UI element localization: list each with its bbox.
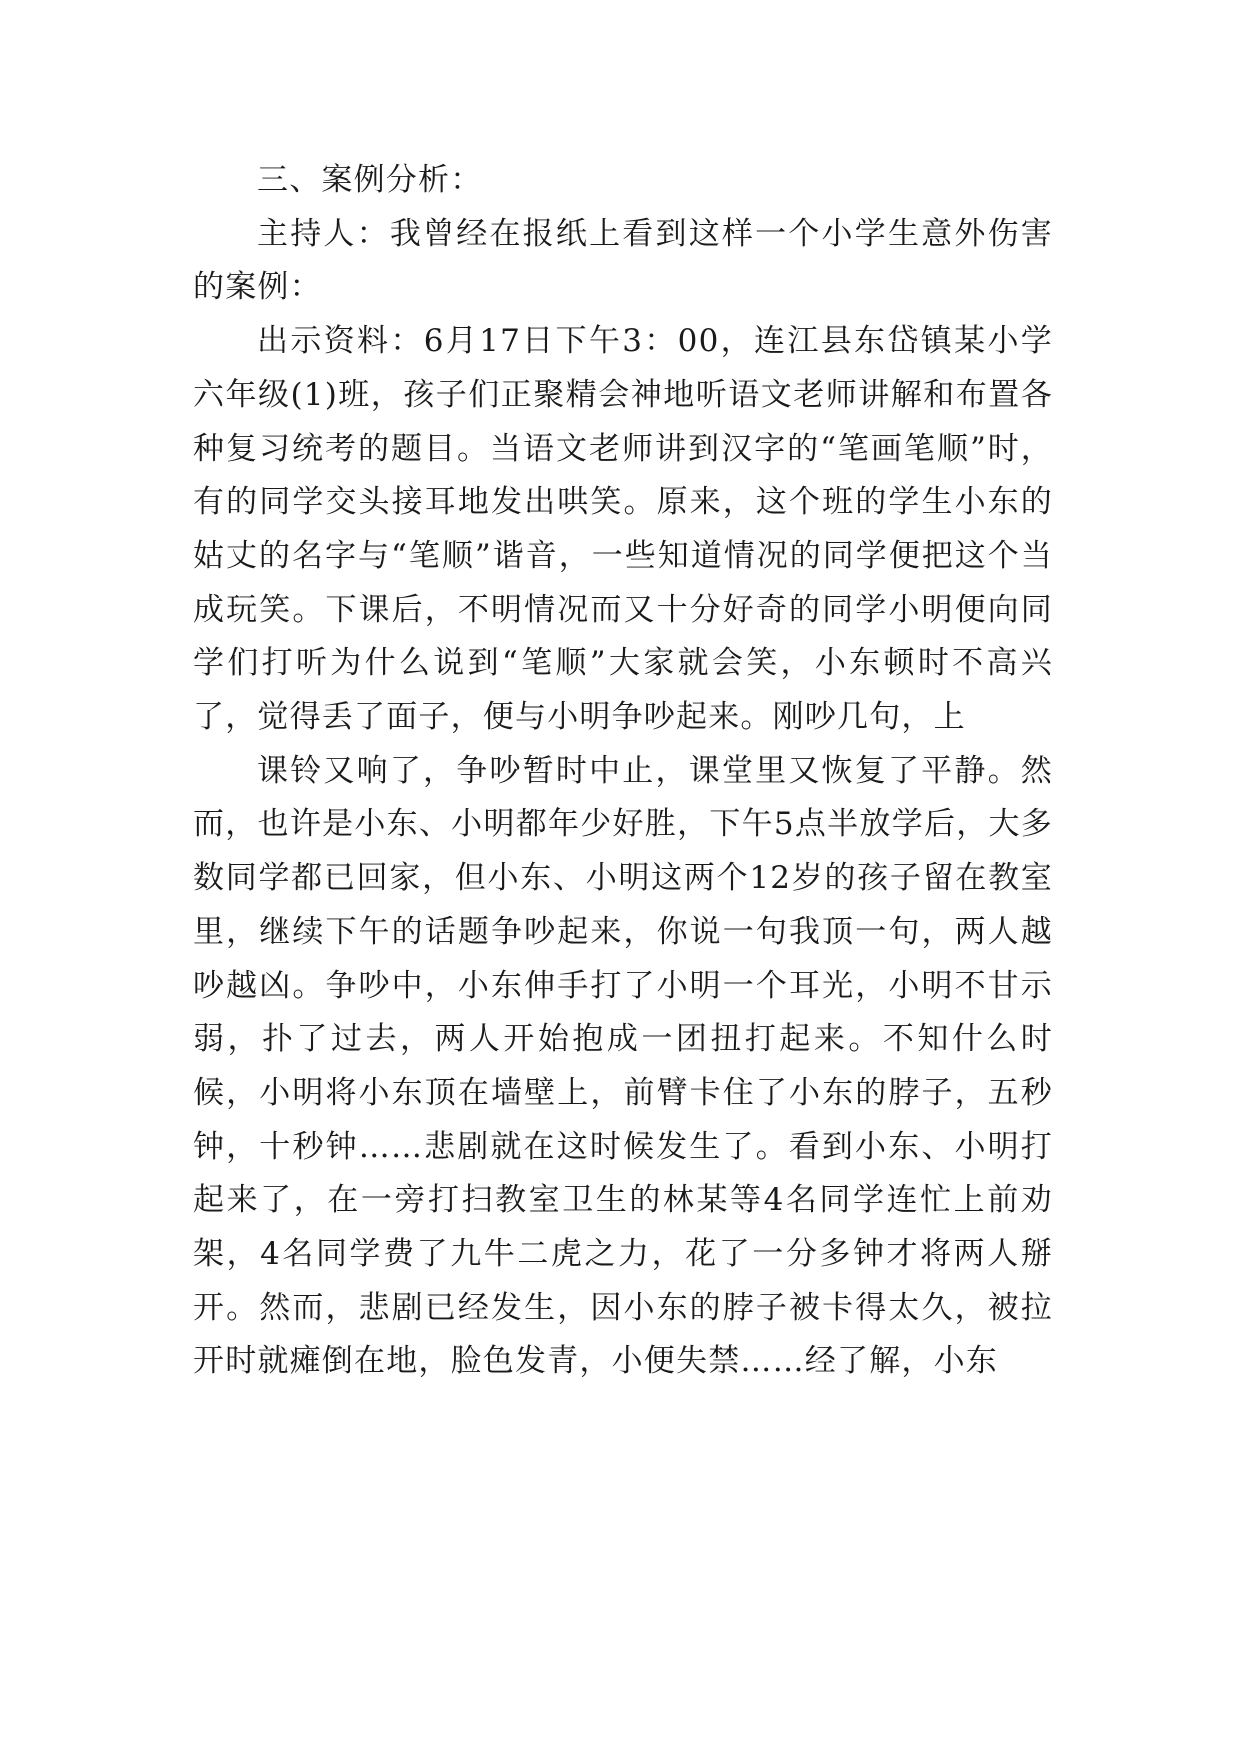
case-continuation-paragraph: 课铃又响了，争吵暂时中止，课堂里又恢复了平静。然而，也许是小东、小明都年少好胜，下午5点半放学后，大多数同学都已回家，但小东、小明这两个12岁的孩子留在教室里，继续下午的话题争吵起来，你说一句我顶一句，两人越吵越凶。争吵中，小东伸手打了小明一个耳光，小明不甘示弱，扑了过去，两人开始抱成一团扭打起来。不知什么时候，小明将小东顶在墙壁上，前臂卡住了小东的脖子，五秒钟，十秒钟……悲剧就在这时候发生了。看到小东、小明打起来了，在一旁打扫教室卫生的林某等4名同学连忙上前劝架，4名同学费了九牛二虎之力，花了一分多钟才将两人掰开。然而，悲剧已经发生，因小东的脖子被卡得太久，被拉开时就瘫倒在地，脸色发青，小便失禁……经了解，小东 [193,752,1053,1380]
document-body [193,154,1053,1389]
host-intro-paragraph: 主持人：我曾经在报纸上看到这样一个小学生意外伤害的案例： [193,215,1053,306]
section-heading: 三、案例分析： [257,162,483,198]
case-material-paragraph: 出示资料：6月17日下午3：00，连江县东岱镇某小学六年级(1)班，孩子们正聚精会神地听语文老师讲解和布置各种复习统考的题目。当语文老师讲到汉字的“笔画笔顺”时，有的同学交头接耳地发出哄笑。原来，这个班的学生小东的姑丈的名字与“笔顺”谐音，一些知道情况的同学便把这个当成玩笑。下课后，不明情况而又十分好奇的同学小明便向同学们打听为什么说到“笔顺”大家就会笑，小东顿时不高兴了，觉得丢了面子，便与小明争吵起来。刚吵几句，上 [193,323,1053,736]
